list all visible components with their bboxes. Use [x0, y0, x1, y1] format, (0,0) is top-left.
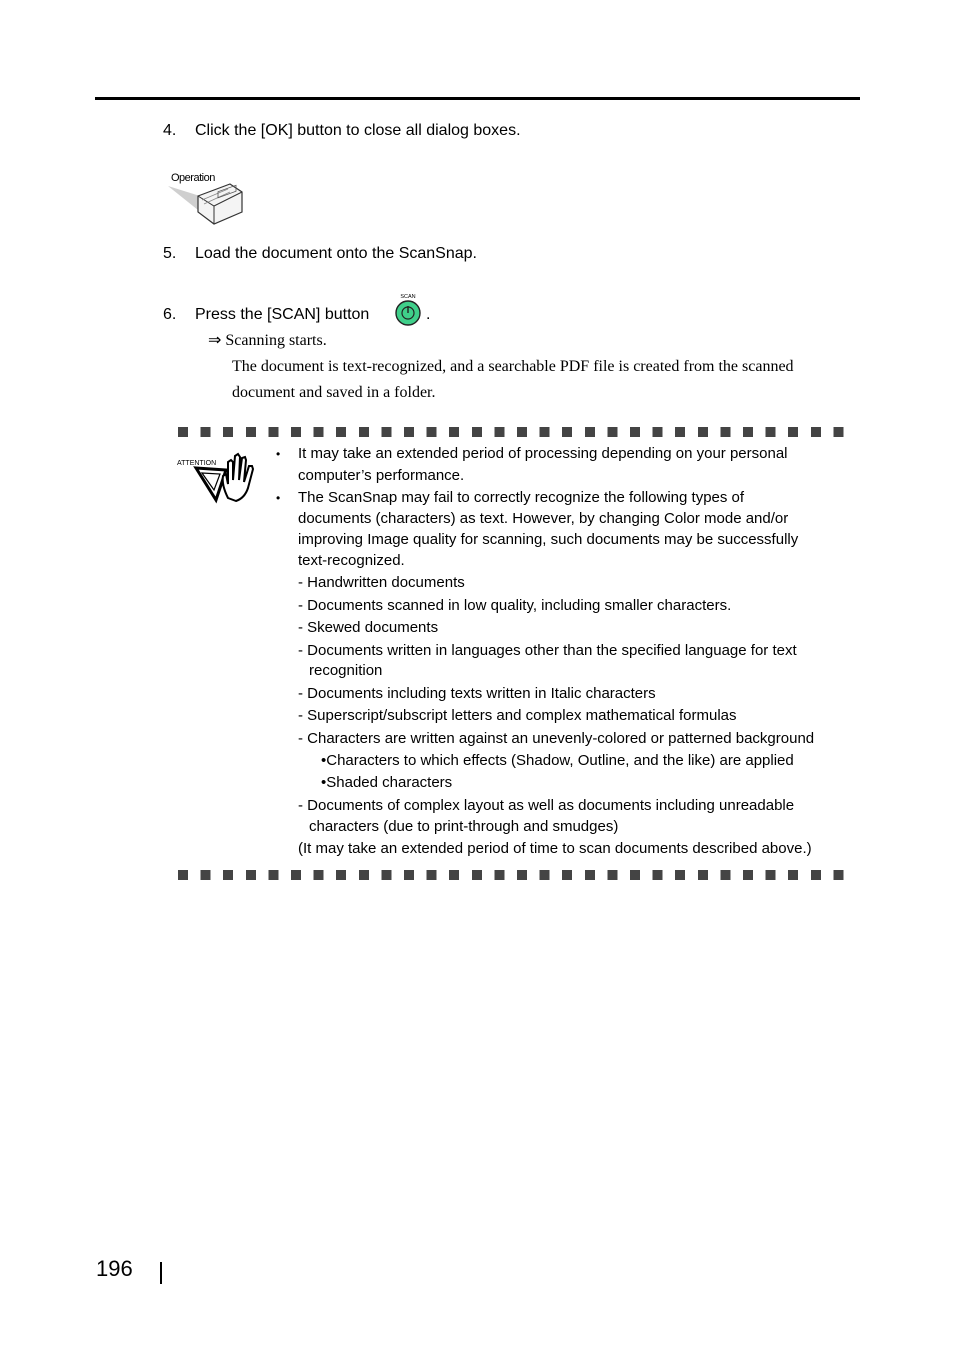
operation-label: Operation	[171, 172, 215, 184]
scan-button-icon	[394, 292, 426, 328]
list-item: - Handwritten documents	[298, 574, 465, 591]
scan-button-label: SCAN	[400, 294, 416, 300]
bullet-2-line-2: documents (characters) as text. However, by changing Color mode and/or	[298, 510, 789, 527]
list-item-continuation: characters (due to print-through and smudges)	[309, 818, 619, 835]
attention-top-rule	[178, 427, 850, 437]
step-5	[163, 244, 477, 264]
result-text: Scanning starts.	[225, 332, 327, 349]
step-number: 4.	[163, 122, 177, 139]
page-number: 196	[96, 1256, 133, 1281]
bullet-marker: •	[276, 491, 281, 505]
result-description-line-2: document and saved in a folder.	[232, 384, 436, 401]
bullet-1-line-1: It may take an extended period of processing depending on your personal	[298, 445, 788, 462]
attention-note: (It may take an extended period of time to scan documents described above.)	[298, 840, 812, 857]
attention-hand-icon	[176, 448, 260, 504]
list-item: - Documents scanned in low quality, including smaller characters.	[298, 597, 732, 614]
result-description-line-1: The document is text-recognized, and a searchable PDF file is created from the scanned	[232, 358, 794, 375]
bullet-1-line-2: computer’s performance.	[298, 467, 465, 484]
step-text: Press the [SCAN] button	[195, 306, 370, 323]
sub-list-item: •Characters to which effects (Shadow, Outline, and the like) are applied	[321, 752, 794, 769]
bullet-2-line-1: The ScanSnap may fail to correctly recognize the following types of	[298, 489, 745, 506]
list-item: - Documents written in languages other than the specified language for text	[298, 642, 797, 659]
bullet-2-line-3: improving Image quality for scanning, such documents may be successfully	[298, 531, 799, 548]
step-text: Click the [OK] button to close all dialog boxes.	[195, 122, 521, 139]
list-item: - Documents of complex layout as well as documents including unreadable	[298, 797, 795, 814]
arrow-icon: ⇒	[208, 332, 222, 349]
step-4	[163, 121, 521, 141]
step-text: Load the document onto the ScanSnap.	[195, 245, 477, 262]
step-number: 6.	[163, 306, 177, 323]
page-number-divider	[160, 1262, 162, 1284]
result-line	[208, 328, 327, 354]
list-item: - Skewed documents	[298, 619, 439, 636]
bullet-2-line-4: text-recognized.	[298, 552, 405, 569]
step-6-suffix: .	[426, 306, 431, 323]
list-item-continuation: recognition	[309, 662, 383, 679]
list-item: - Characters are written against an unevenly-colored or patterned background	[298, 730, 815, 747]
list-item: - Documents including texts written in Italic characters	[298, 685, 656, 702]
bullet-marker: •	[276, 447, 281, 461]
header-rule	[95, 97, 860, 100]
attention-bottom-rule	[178, 870, 850, 880]
step-6	[163, 305, 369, 325]
sub-list-item: •Shaded characters	[321, 774, 453, 791]
step-number: 5.	[163, 245, 177, 262]
attention-label: ATTENTION	[177, 460, 217, 467]
list-item: - Superscript/subscript letters and complex mathematical formulas	[298, 707, 737, 724]
